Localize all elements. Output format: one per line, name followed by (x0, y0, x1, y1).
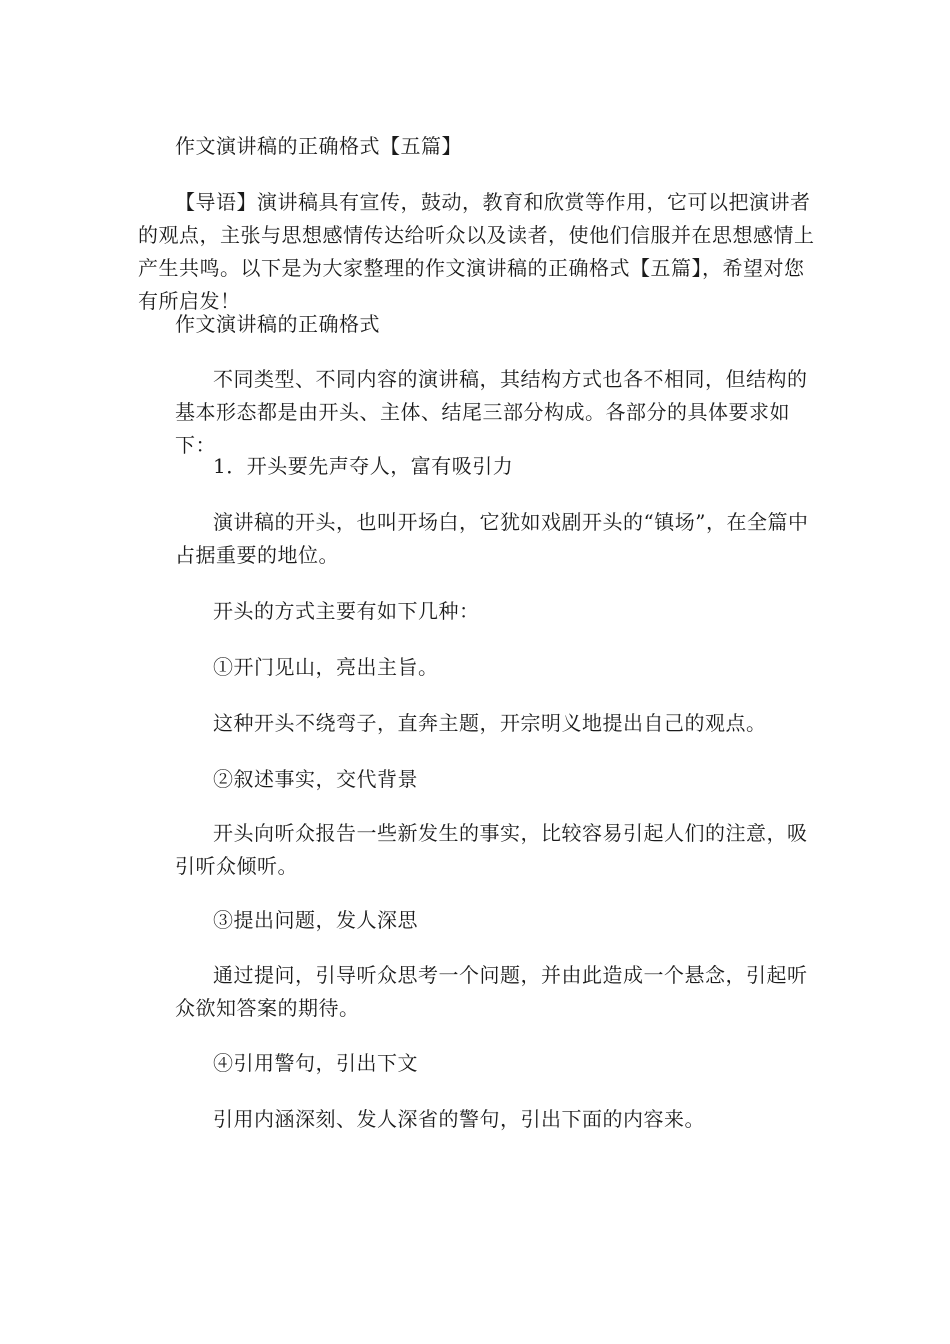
method-3-desc: 通过提问，引导听众思考一个问题，并由此造成一个悬念，引起听众欲知答案的期待。 (175, 963, 808, 1020)
intro-paragraph: 【导语】演讲稿具有宣传，鼓动，教育和欣赏等作用，它可以把演讲者的观点，主张与思想感情传达给听众以及读者，使他们信服并在思想感情上产生共鸣。以下是为大家整理的作文演讲稿的正确格式【五篇】，希望对您有所启发！ (138, 190, 815, 313)
method-1-title: ①开门见山，亮出主旨。 (213, 655, 439, 679)
paragraph-opening-desc: 演讲稿的开头，也叫开场白，它犹如戏剧开头的“镇场”，在全篇中占据重要的地位。 (175, 510, 809, 567)
heading-opening: 1．开头要先声夺人，富有吸引力 (213, 454, 514, 478)
document-title: 作文演讲稿的正确格式【五篇】 (175, 134, 462, 158)
method-2-title: ②叙述事实，交代背景 (213, 767, 418, 791)
section-title: 作文演讲稿的正确格式 (175, 312, 380, 336)
paragraph-opening-methods: 开头的方式主要有如下几种： (213, 599, 480, 623)
method-1-desc: 这种开头不绕弯子，直奔主题，开宗明义地提出自己的观点。 (213, 711, 767, 735)
method-3-title: ③提出问题，发人深思 (213, 908, 418, 932)
paragraph-structure: 不同类型、不同内容的演讲稿，其结构方式也各不相同，但结构的基本形态都是由开头、主体、结尾三部分构成。各部分的具体要求如下： (175, 367, 808, 457)
method-4-title: ④引用警句，引出下文 (213, 1051, 418, 1075)
method-4-desc: 引用内涵深刻、发人深省的警句，引出下面的内容来。 (213, 1107, 705, 1131)
method-2-desc: 开头向听众报告一些新发生的事实，比较容易引起人们的注意，吸引听众倾听。 (175, 821, 808, 878)
